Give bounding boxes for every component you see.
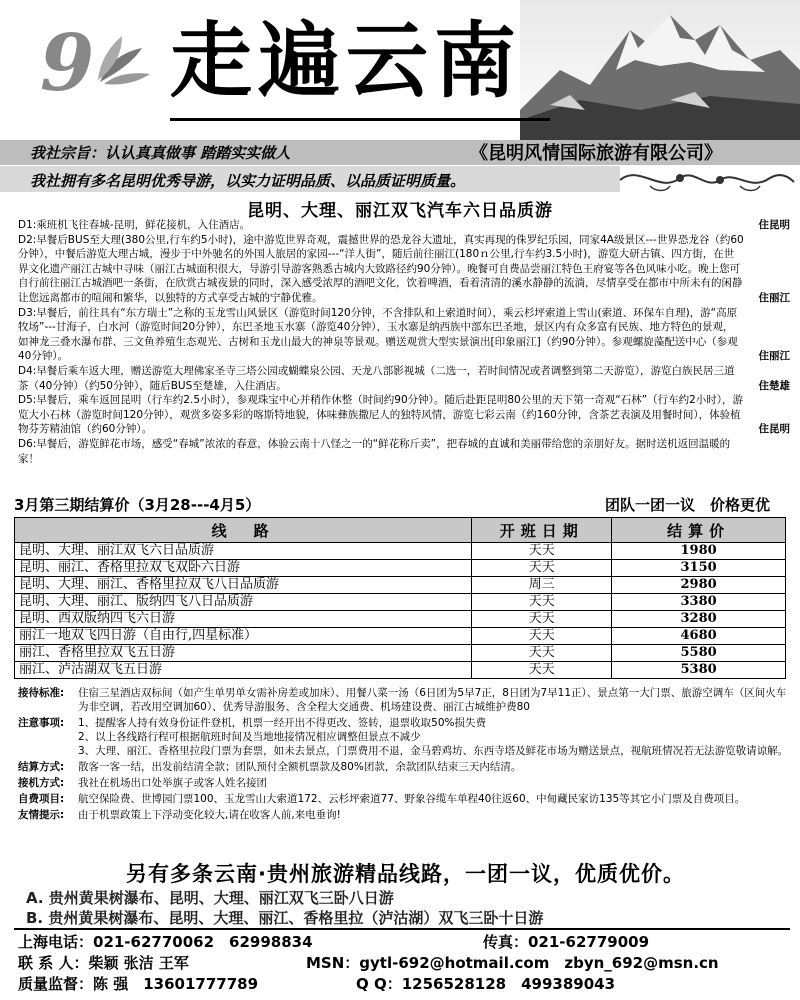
day-stay: 住楚雄 xyxy=(755,379,791,394)
price-cell: 5580 xyxy=(612,645,786,662)
day-stay: 住昆明 xyxy=(755,422,791,437)
itinerary-day xyxy=(18,306,790,364)
day-text: 早餐后，乘车返回昆明（行车约2.5小时），参观珠宝中心并稍作休整（时间约90分钟）。随后赴距昆明80公里的天下第一奇观“石林”（行车约2小时），游览大小石林（游览时间120分钟），观赏多姿多彩的喀斯特地貌，体味彝族撒尼人的独特风情，游览七彩云南（约160分钟，含茶艺表演及用餐时间），体验植物芬芳精油馆（约60分钟）。 xyxy=(18,394,744,436)
contact-supervisor: 质量监督：陈 强 13601777789 xyxy=(18,975,259,993)
price-cell: 3150 xyxy=(612,560,786,577)
promo-section xyxy=(18,858,793,928)
price-table xyxy=(14,517,786,679)
itinerary-day xyxy=(18,393,790,437)
company-slogan: 我社宗旨：认认真真做事 踏踏实实做人 xyxy=(30,144,291,162)
page-title: 走遍云南 xyxy=(170,13,523,109)
route-cell: 昆明、西双版纳四飞六日游 xyxy=(15,611,472,628)
day-text: 早餐后BUS至大理(380公里,行车约5小时)，途中游览世界奇观，震撼世界的恐龙谷大遗址，真实再现的侏罗纪乐园，同家4A级景区---世界恐龙谷（约60分钟），中餐后游览大理古城，漫步于中外驰名的外国人旅居的家园---“洋人街”，随后前往丽江(180ｎ公里,行车约3.5小时)，游览大研古镇、四方街，在世界文化遗产丽江古城中寻味（丽江古城面积很大，导游引导游客熟悉古城内大致路径约90分钟）。晚餐可自费品尝丽江特色王府宴等各色风味小吃。晚上您可自行前往丽江古城酒吧一条街，在欣赏古城夜景的同时，深入感受浓厚的酒吧文化，饮着啤酒，看着清清的溪水静静的流淌，尽情享受在都市中所未有的闲静让您远离都市的喧闹和繁华，以独特的方式享受古城的宁静优雅。 xyxy=(18,233,744,304)
column-header-price: 结算价 xyxy=(612,518,786,543)
note-line: 我社在机场出口处举旗子或客人姓名接团 xyxy=(78,777,267,789)
date-cell: 天天 xyxy=(472,645,612,662)
contact-fax: 传真：021-62779009 xyxy=(483,933,650,951)
route-cell: 昆明、丽江、香格里拉双飞双卧六日游 xyxy=(15,560,472,577)
contact-msn: MSN：gytl-692@hotmail.com zbyn_692@msn.cn xyxy=(306,954,719,972)
day-label: D3: xyxy=(18,306,37,319)
table-row xyxy=(15,577,786,594)
date-cell: 周三 xyxy=(472,577,612,594)
note-key: 友情提示: xyxy=(18,809,65,821)
price-note: 团队一团一议 价格更优 xyxy=(604,496,770,514)
promo-route: B. 贵州黄果树瀑布、昆明、大理、丽江、香格里拉（泸沽湖）双飞三卧十日游 xyxy=(26,909,544,927)
contact-people: 联 系 人：柴颖 张洁 王军 xyxy=(18,954,189,972)
table-row xyxy=(15,628,786,645)
note-reception xyxy=(18,686,793,714)
title-underline xyxy=(170,118,550,121)
snow-mountain-image xyxy=(520,0,800,140)
date-cell: 天天 xyxy=(472,611,612,628)
contact-phone: 上海电话：021-62770062 62998834 xyxy=(18,933,313,951)
contact-divider xyxy=(14,928,790,930)
day-label: D2: xyxy=(18,233,37,246)
note-settlement xyxy=(18,760,793,774)
route-cell: 丽江、泸沽湖双飞五日游 xyxy=(15,662,472,679)
company-name: 《昆明风情国际旅游有限公司》 xyxy=(470,143,722,164)
route-cell: 昆明、大理、丽江、香格里拉双飞八日品质游 xyxy=(15,577,472,594)
promo-route: A. 贵州黄果树瀑布、昆明、大理、丽江双飞三卧八日游 xyxy=(26,889,394,907)
day-stay: 住昆明 xyxy=(755,218,791,233)
date-cell: 天天 xyxy=(472,662,612,679)
note-line: 散客一客一结，出发前结清全款；团队预付全额机票款及80%团款，余款团队结束三天内结清。 xyxy=(78,761,522,773)
itinerary xyxy=(18,218,790,466)
note-key: 结算方式: xyxy=(18,761,65,773)
company-logo xyxy=(38,22,158,102)
route-cell: 丽江、香格里拉双飞五日游 xyxy=(15,645,472,662)
table-row xyxy=(15,560,786,577)
note-line: 航空保险费、世博园门票100、玉龙雪山大索道172、云杉坪索道77、野象谷缆车单程40往返60、中甸藏民家访135等其它小门票及自费项目。 xyxy=(78,793,746,805)
price-cell: 4680 xyxy=(612,628,786,645)
day-text: 早餐后，游览鲜花市场，感受“春城”浓浓的春意，体验云南十八怪之一的“鲜花称斤卖”，把春城的直诚和美丽带给您的亲朋好友。据时送机返回温暖的家！ xyxy=(18,437,731,465)
note-attention xyxy=(18,716,793,758)
tour-title: 昆明、大理、丽江双飞汽车六日品质游 xyxy=(247,201,553,221)
note-line: 1、提醒客人持有效身份证件登机，机票一经开出不得更改、签转，退票收取50%损失费 xyxy=(78,717,487,729)
date-cell: 天天 xyxy=(472,628,612,645)
date-cell: 天天 xyxy=(472,594,612,611)
note-line: 3、大理、丽江、香格里拉段门票为套票，如未去景点，门票费用不退，金马碧鸡坊、东西寺塔及鲜花市场为赠送景点，视航班情况若无法游览敬请谅解。 xyxy=(78,745,789,757)
price-cell: 3380 xyxy=(612,594,786,611)
note-line: 2、以上各线路行程可根据航班时间及当地地接情况相应调整但景点不减少 xyxy=(78,731,421,743)
contact-section xyxy=(18,932,793,995)
price-cell: 5380 xyxy=(612,662,786,679)
itinerary-day xyxy=(18,364,790,393)
promo-title: 另有多条云南·贵州旅游精品线路，一团一议，优质优价。 xyxy=(126,862,685,886)
contact-qq: Q Q：1256528128 499389043 xyxy=(356,975,616,993)
table-row xyxy=(15,662,786,679)
table-row xyxy=(15,543,786,560)
ornament-icon xyxy=(610,162,800,196)
price-cell: 3280 xyxy=(612,611,786,628)
logo-numeral: 9 xyxy=(40,22,95,102)
guide-statement: 我社拥有多名昆明优秀导游，以实力证明品质、以品质证明质量。 xyxy=(30,172,466,190)
price-header xyxy=(14,494,786,516)
itinerary-day xyxy=(18,218,790,233)
price-cell: 2980 xyxy=(612,577,786,594)
note-key: 自费项目: xyxy=(18,793,65,805)
day-text: 早餐后乘车返大理，赠送游览大理佛家圣寺三塔公园或蝴蝶泉公园、天龙八部影视城（二选一，若时间情况或者调整到第二天游览），游览白族民居三道茶（40分钟）（约50分钟），随后BUS至楚雄，入住酒店。 xyxy=(18,364,735,392)
table-row xyxy=(15,611,786,628)
day-text: 乘班机飞往春城-昆明，鲜花接机，入住酒店。 xyxy=(36,219,251,231)
note-line: 住宿三星酒店双标间（如产生单男单女需补房差或加床）、用餐八菜一汤（6日团为5早7正，8日团为7早11正）、景点第一大门票、旅游空调车（区间火车为非空调，若改用空调加60）、优秀导游服务、含全程大交通费、机场建设费、丽江古城维护费80 xyxy=(78,687,787,713)
note-key: 接机方式: xyxy=(18,777,65,789)
note-self-pay xyxy=(18,792,793,806)
notes-section xyxy=(18,686,793,824)
day-label: D4: xyxy=(18,364,37,377)
day-stay: 住丽江 xyxy=(755,291,791,306)
note-pickup xyxy=(18,776,793,790)
note-tip xyxy=(18,808,793,822)
day-label: D1: xyxy=(18,219,37,231)
route-cell: 昆明、大理、丽江双飞六日品质游 xyxy=(15,543,472,560)
table-header-row xyxy=(15,518,786,543)
date-cell: 天天 xyxy=(472,543,612,560)
price-cell: 1980 xyxy=(612,543,786,560)
itinerary-day xyxy=(18,233,790,306)
date-cell: 天天 xyxy=(472,560,612,577)
note-key: 接待标准: xyxy=(18,687,65,699)
day-label: D6: xyxy=(18,437,37,450)
note-key: 注意事项: xyxy=(18,717,65,729)
column-header-route: 线 路 xyxy=(15,518,472,543)
day-stay: 住丽江 xyxy=(755,349,791,364)
column-header-date: 开班日期 xyxy=(472,518,612,543)
note-line: 由于机票政策上下浮动变化较大,请在收客人前,来电垂询! xyxy=(78,809,341,821)
table-row xyxy=(15,594,786,611)
table-row xyxy=(15,645,786,662)
itinerary-day xyxy=(18,437,790,466)
route-cell: 昆明、大理、丽江、版纳四飞八日品质游 xyxy=(15,594,472,611)
day-label: D5: xyxy=(18,394,37,407)
route-cell: 丽江一地双飞四日游（自由行,四星标准） xyxy=(15,628,472,645)
price-title: 3月第三期结算价（3月28---4月5） xyxy=(14,496,261,514)
day-text: 早餐后，前往具有“东方瑞士”之称的玉龙雪山风景区（游览时间120分钟，不含排队和上索道时间），乘云杉坪索道上雪山(索道、环保车自理)，游“高原牧场”---甘海子，白水河（游览时间20分钟），东巴圣地玉水寨（游览40分钟），玉水寨是纳西族中部东巴圣地，景区内有众多富有民族、地方特色的景观，如神龙三叠水瀑布群、三文鱼养殖生态观光、古树和玉龙山最大的神泉等景观。赠送观赏大型实景演出[印象丽江]（约90分钟）。参观螺旋藻配送中心（参观40分钟）。 xyxy=(18,306,738,363)
